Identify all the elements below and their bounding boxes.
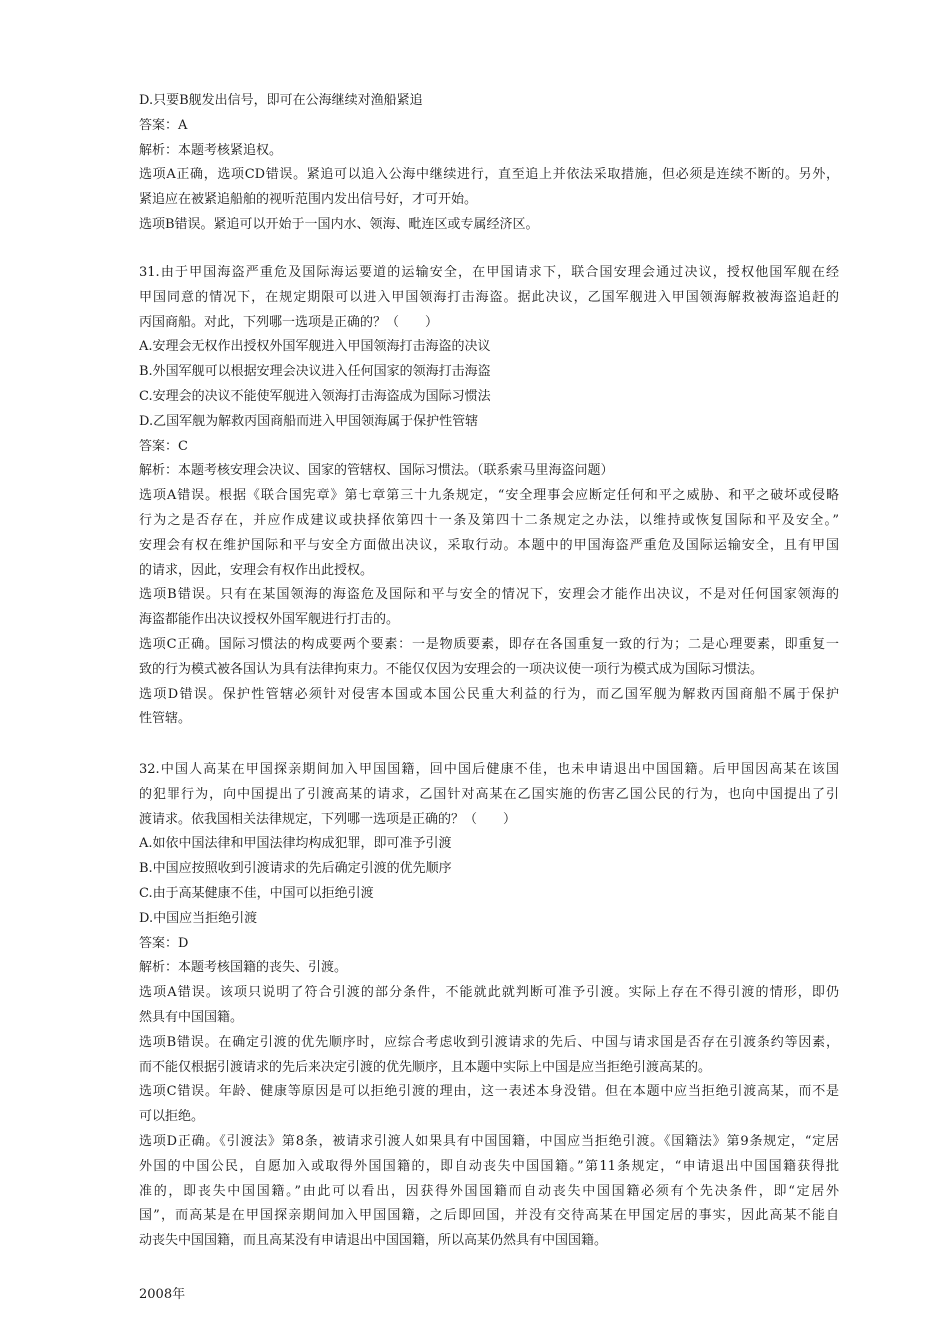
text-line: D.只要B舰发出信号，即可在公海继续对渔船紧追: [139, 93, 423, 108]
text-line: D.乙国军舰为解救丙国商船而进入甲国领海属于保护性管辖: [139, 413, 479, 429]
section-heading: 2008年: [139, 1287, 186, 1302]
text-line: 选项D正确。《引渡法》第8条，被请求引渡人如果具有中国国籍，中国应当拒绝引渡。《国籍法》第9条规定，“定居: [139, 1134, 839, 1149]
text-line: 可以拒绝。: [139, 1109, 205, 1125]
text-line: 安理会有权在维护国际和平与安全方面做出决议，采取行动。本题中的甲国海盗严重危及国际运输安全，且有甲国: [139, 537, 839, 553]
text-line: 答案：A: [139, 117, 188, 133]
text-line: 而不能仅根据引渡请求的先后来决定引渡的优先顺序，且本题中实际上中国是应当拒绝引渡高某的。: [139, 1059, 712, 1075]
text-line: D.中国应当拒绝引渡: [139, 910, 258, 926]
text-line: C.由于高某健康不佳，中国可以拒绝引渡: [139, 886, 374, 901]
text-line: A.安理会无权作出授权外国军舰进入甲国领海打击海盗的决议: [139, 339, 491, 355]
text-line: 甲国同意的情况下，在规定期限可以进入甲国领海打击海盗。据此决议，乙国军舰进入甲国领海解救被海盗追赶的: [139, 289, 839, 305]
text-line: 国”，而高某是在甲国探亲期间加入甲国国籍，之后即回国，并没有交待高某在甲国定居的事实，因此高某不能自: [139, 1208, 839, 1224]
text-line: 选项B错误。在确定引渡的优先顺序时，应综合考虑收到引渡请求的先后、中国与请求国是否存在引渡条约等因素，: [139, 1034, 839, 1050]
text-line: 31.由于甲国海盗严重危及国际海运要道的运输安全，在甲国请求下，联合国安理会通过决议，授权他国军舰在经: [139, 265, 839, 280]
text-line: B.外国军舰可以根据安理会决议进入任何国家的领海打击海盗: [139, 364, 491, 380]
text-line: 然具有中国国籍。: [139, 1010, 244, 1025]
text-line: 选项A错误。根据《联合国宪章》第七章第三十九条规定，“安全理事会应断定任何和平之威胁、和平之破坏或侵略: [139, 488, 839, 504]
text-line: C.安理会的决议不能使军舰进入领海打击海盗成为国际习惯法: [139, 389, 491, 404]
text-line: 答案：D: [139, 935, 189, 951]
text-line: 解析：本题考核紧追权。: [139, 142, 283, 158]
text-line: 选项C错误。年龄、健康等原因是可以拒绝引渡的理由，这一表述本身没错。但在本题中应当拒绝引渡高某，而不是: [139, 1084, 839, 1100]
text-line: 海盗都能作出决议授权外国军舰进行打击的。: [139, 612, 400, 628]
text-line: 动丧失中国国籍，而且高某没有申请退出中国国籍，所以高某仍然具有中国国籍。: [139, 1233, 608, 1249]
text-line: 答案：C: [139, 438, 188, 454]
text-line: 丙国商船。对此，下列哪一选项是正确的？（ ）: [139, 314, 439, 330]
text-line: 解析：本题考核国籍的丧失、引渡。: [139, 960, 348, 976]
text-line: A.如依中国法律和甲国法律均构成犯罪，即可准予引渡: [139, 836, 452, 852]
text-line: 的犯罪行为，向中国提出了引渡高某的请求，乙国针对高某在乙国实施的伤害乙国公民的行为，也向中国提出了引: [139, 786, 839, 802]
text-line: 32.中国人高某在甲国探亲期间加入甲国国籍，回中国后健康不佳，也未申请退出中国国籍。后甲国因高某在该国: [139, 762, 839, 777]
text-line: 行为之是否存在，并应作成建议或抉择依第四十一条及第四十二条规定之办法，以维持或恢复国际和平及安全。”: [139, 513, 839, 528]
text-line: 紧追应在被紧追船舶的视听范围内发出信号好，才可开始。: [139, 192, 478, 208]
text-line: 选项A正确，选项CD错误。紧追可以追入公海中继续进行，直至追上并依法采取措施，但必须是连续不断的。另外，: [139, 167, 839, 183]
text-line: 准的，即丧失中国国籍。”由此可以看出，因获得外国国籍而自动丧失中国国籍必须有个先决条件，即“定居外: [139, 1183, 839, 1199]
text-line: 致的行为模式被各国认为具有法律拘束力。不能仅仅因为安理会的一项决议使一项行为模式成为国际习惯法。: [139, 661, 764, 677]
text-line: 解析：本题考核安理会决议、国家的管辖权、国际习惯法。（联系索马里海盗问题）: [139, 463, 614, 479]
text-line: B.中国应按照收到引渡请求的先后确定引渡的优先顺序: [139, 861, 452, 877]
text-line: 渡请求。依我国相关法律规定，下列哪一选项是正确的？（ ）: [139, 811, 517, 827]
text-line: 的请求，因此，安理会有权作出此授权。: [139, 562, 374, 578]
text-line: 选项D错误。保护性管辖必须针对侵害本国或本国公民重大利益的行为，而乙国军舰为解救丙国商船不属于保护: [139, 686, 839, 702]
text-line: 选项B错误。紧追可以开始于一国内水、领海、毗连区或专属经济区。: [139, 217, 539, 232]
text-line: 性管辖。: [139, 711, 192, 727]
text-line: 选项A错误。该项只说明了符合引渡的部分条件，不能就此就判断可准予引渡。实际上存在不得引渡的情形，即仍: [139, 985, 839, 1001]
text-line: 外国的中国公民，自愿加入或取得外国国籍的，即自动丧失中国国籍。”第11条规定，“申请退出中国国籍获得批: [139, 1158, 839, 1174]
text-line: 选项B错误。只有在某国领海的海盗危及国际和平与安全的情况下，安理会才能作出决议，不是对任何国家领海的: [139, 587, 839, 603]
text-line: 选项C正确。国际习惯法的构成要两个要素：一是物质要素，即存在各国重复一致的行为；二是心理要素，即重复一: [139, 637, 839, 652]
